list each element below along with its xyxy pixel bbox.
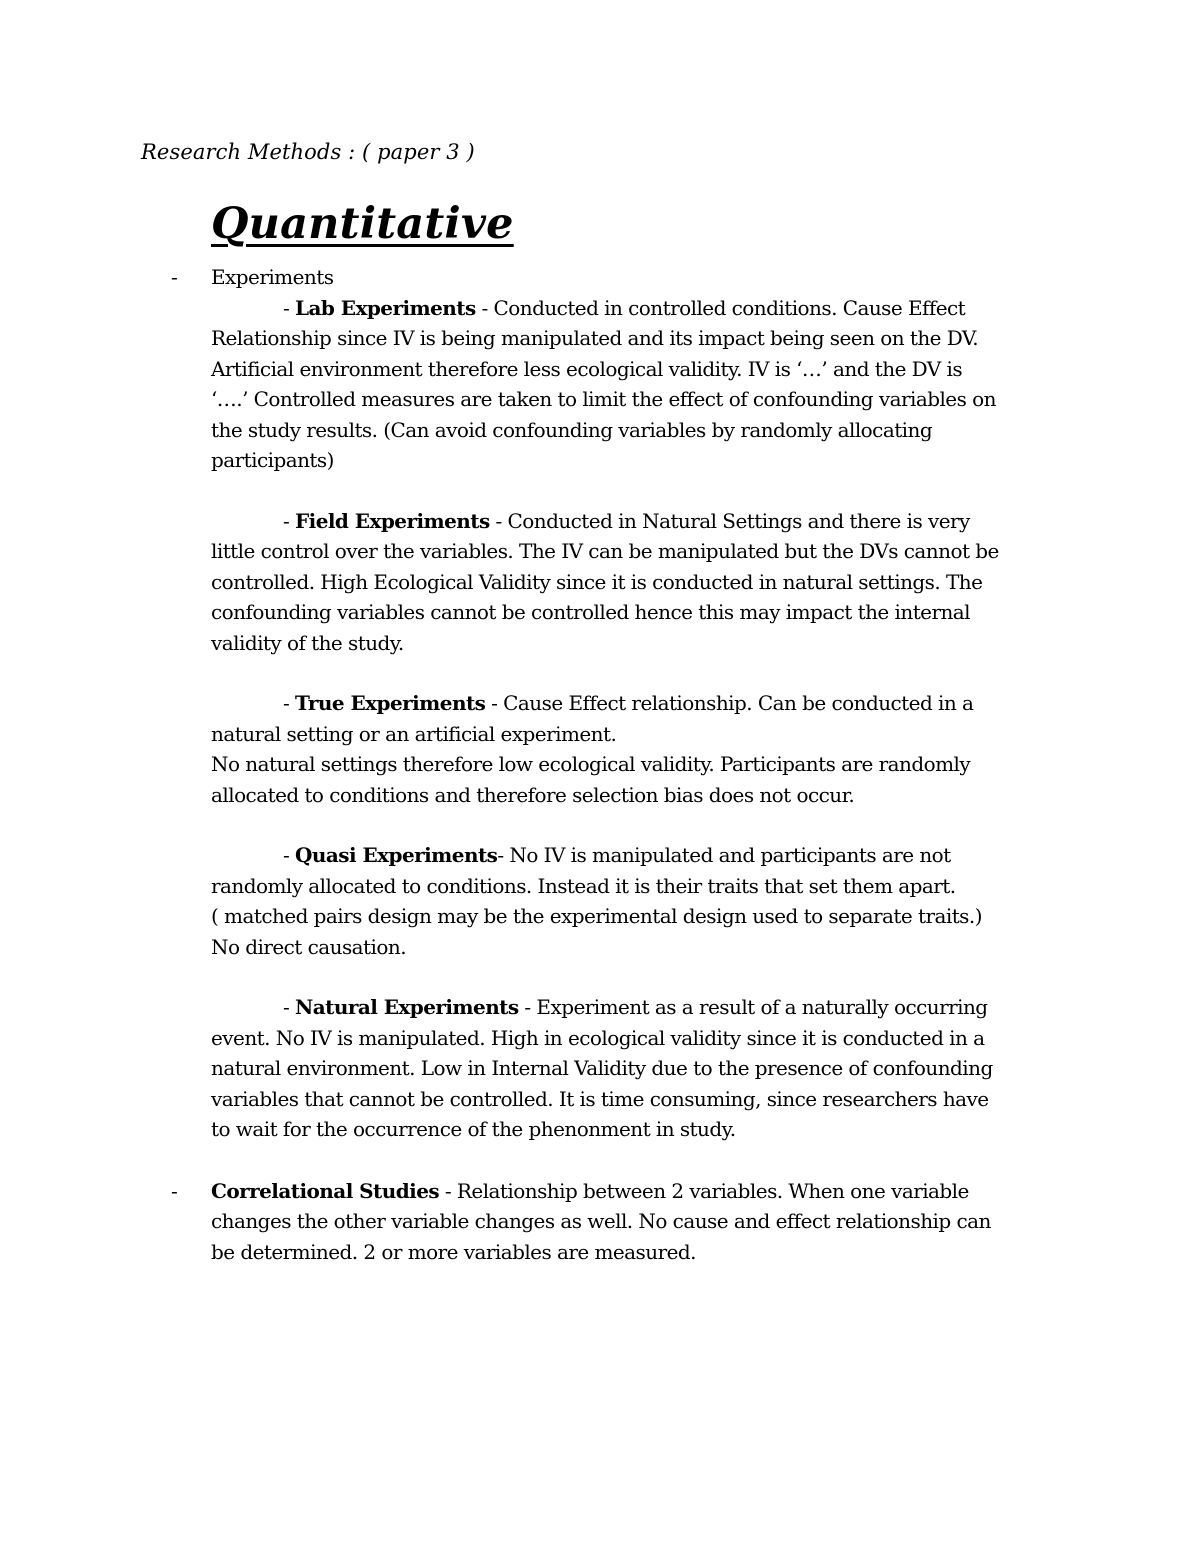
correlational-line: changes the other variable changes as well. No cause and effect relationship can — [211, 1209, 991, 1233]
natural-line: to wait for the occurrence of the phenonment in study. — [211, 1117, 736, 1141]
quasi-lead-dash: - — [283, 843, 296, 867]
lab-line: Artificial environment therefore less ecological validity. IV is ‘…’ and the DV is — [211, 357, 963, 381]
field-experiments-first-line — [283, 506, 970, 537]
field-line: validity of the study. — [211, 631, 404, 655]
lab-experiments-term: Lab Experiments — [295, 296, 476, 320]
correlational-line: be determined. 2 or more variables are measured. — [211, 1240, 696, 1264]
quasi-line: ( matched pairs design may be the experimental design used to separate traits.) — [211, 904, 982, 928]
natural-line: natural environment. Low in Internal Validity due to the presence of confounding — [211, 1056, 993, 1080]
true-experiments-first-line — [283, 688, 973, 719]
true-experiments-intro: - Cause Effect relationship. Can be conducted in a — [485, 691, 974, 715]
lab-line: the study results. (Can avoid confounding variables by randomly allocating — [211, 418, 933, 442]
correlational-first-line — [211, 1176, 969, 1207]
natural-experiments-first-line — [283, 992, 988, 1023]
field-line: confounding variables cannot be controlled hence this may impact the internal — [211, 600, 971, 624]
field-experiments-intro: - Conducted in Natural Settings and there is very — [489, 509, 970, 533]
lab-line: ‘….’ Controlled measures are taken to limit the effect of confounding variables on — [211, 387, 996, 411]
lab-experiments-first-line — [283, 293, 965, 324]
lab-line: Relationship since IV is being manipulated and its impact being seen on the DV. — [211, 326, 979, 350]
quasi-line: No direct causation. — [211, 935, 406, 959]
correlational-studies-term: Correlational Studies — [211, 1179, 440, 1203]
lab-lead-dash: - — [283, 296, 296, 320]
document-title: Quantitative — [211, 199, 514, 249]
document-header: Research Methods : ( paper 3 ) — [141, 140, 475, 164]
natural-line: event. No IV is manipulated. High in ecological validity since it is conducted in a — [211, 1026, 985, 1050]
field-lead-dash: - — [283, 509, 296, 533]
field-line: controlled. High Ecological Validity since it is conducted in natural settings. The — [211, 570, 983, 594]
true-experiments-term: True Experiments — [295, 691, 486, 715]
quasi-experiments-intro: - No IV is manipulated and participants are not — [497, 843, 951, 867]
natural-lead-dash: - — [283, 995, 296, 1019]
bullet-dash: - — [171, 1179, 178, 1203]
natural-experiments-intro: - Experiment as a result of a naturally occurring — [518, 995, 988, 1019]
natural-experiments-term: Natural Experiments — [295, 995, 519, 1019]
field-line: little control over the variables. The IV can be manipulated but the DVs cannot be — [211, 539, 999, 563]
quasi-experiments-term: Quasi Experiments — [295, 843, 498, 867]
natural-line: variables that cannot be controlled. It is time consuming, since researchers have — [211, 1087, 989, 1111]
quasi-experiments-first-line — [283, 840, 951, 871]
true-line: natural setting or an artificial experiment. — [211, 722, 617, 746]
true-line: allocated to conditions and therefore selection bias does not occur. — [211, 783, 855, 807]
true-line: No natural settings therefore low ecological validity. Participants are randomly — [211, 752, 971, 776]
true-lead-dash: - — [283, 691, 296, 715]
correlational-intro: - Relationship between 2 variables. When one variable — [439, 1179, 969, 1203]
experiments-label: Experiments — [211, 265, 334, 289]
lab-experiments-intro: - Conducted in controlled conditions. Cause Effect — [475, 296, 966, 320]
lab-line: participants) — [211, 448, 334, 472]
bullet-dash: - — [171, 265, 178, 289]
quasi-line: randomly allocated to conditions. Instead it is their traits that set them apart. — [211, 874, 956, 898]
field-experiments-term: Field Experiments — [295, 509, 490, 533]
